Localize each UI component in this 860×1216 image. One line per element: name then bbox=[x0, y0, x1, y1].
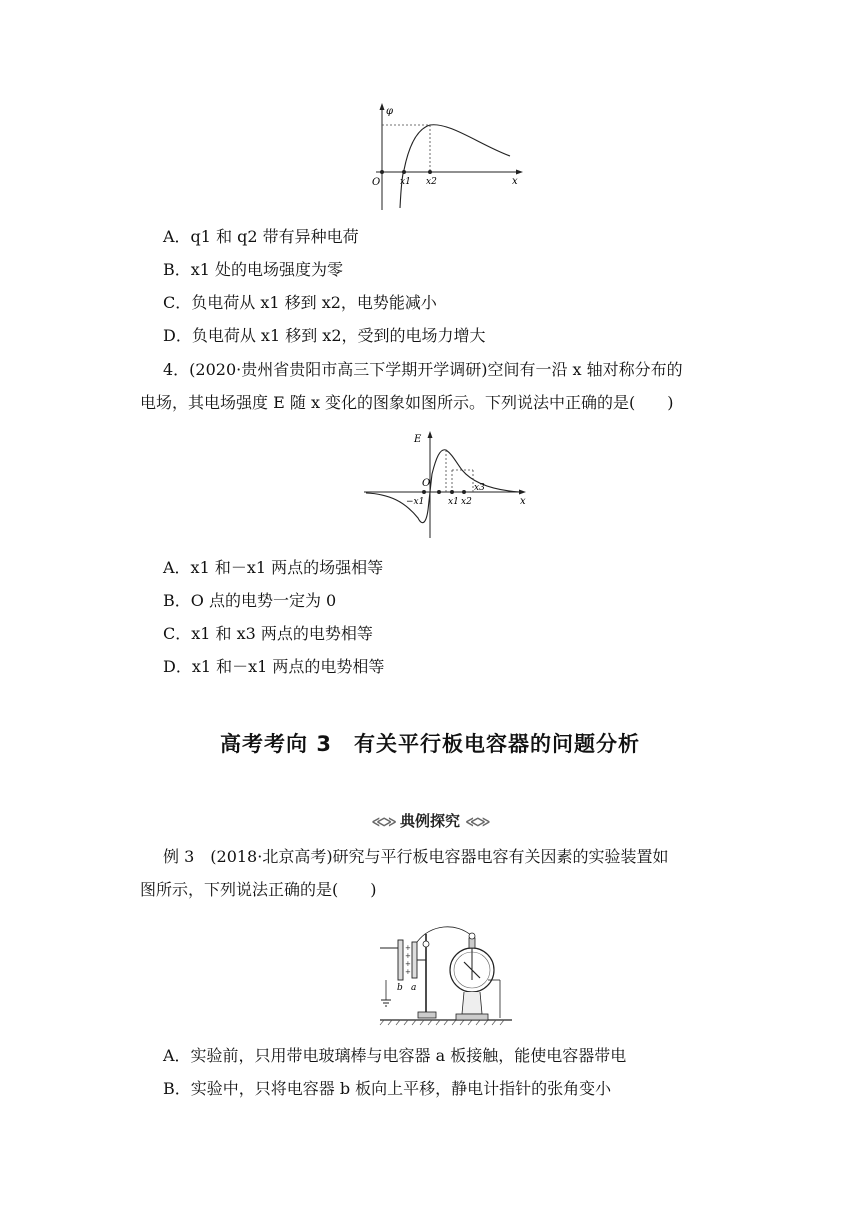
q4-option-d: D．x1 和－x1 两点的电势相等 bbox=[163, 657, 385, 676]
x1-label: x1 bbox=[448, 497, 459, 507]
x1-label: x1 bbox=[400, 177, 411, 187]
section-heading: 高考考向 3 有关平行板电容器的问题分析 bbox=[220, 732, 640, 756]
q4-option-c: C．x1 和 x3 两点的电势相等 bbox=[163, 624, 373, 643]
q3-option-d: D．负电荷从 x1 移到 x2，受到的电场力增大 bbox=[163, 326, 486, 345]
plate-a-label: a bbox=[411, 983, 417, 993]
field-strength-graph bbox=[360, 428, 532, 540]
badge-label: 典例探究 bbox=[399, 812, 460, 830]
origin-label: O bbox=[422, 478, 431, 489]
x3-label: x3 bbox=[474, 483, 485, 493]
ex3-option-b: B．实验中，只将电容器 b 板向上平移，静电计指针的张角变小 bbox=[163, 1079, 612, 1098]
x2-label: x2 bbox=[461, 497, 472, 507]
potential-graph bbox=[360, 100, 530, 212]
example3-stem-line2: 图所示，下列说法正确的是( ) bbox=[140, 880, 377, 899]
q4-option-b: B．O 点的电势一定为 0 bbox=[163, 591, 337, 610]
badge-right-decoration: ≪≫ bbox=[465, 815, 489, 830]
q3-option-b: B．x1 处的电场强度为零 bbox=[163, 260, 344, 279]
svg-text:+: + bbox=[405, 968, 411, 976]
q3-option-c: C．负电荷从 x1 移到 x2，电势能减小 bbox=[163, 293, 437, 312]
origin-label: O bbox=[372, 177, 381, 188]
svg-text:+: + bbox=[405, 952, 411, 960]
plate-b-label: b bbox=[397, 983, 403, 993]
section-badge bbox=[0, 810, 860, 831]
svg-text:+: + bbox=[405, 944, 411, 952]
q3-option-a: A．q1 和 q2 带有异种电荷 bbox=[163, 227, 359, 246]
axis-label-phi: φ bbox=[386, 106, 394, 117]
example3-stem-line1: 例 3 (2018·北京高考)研究与平行板电容器电容有关因素的实验装置如 bbox=[163, 847, 669, 866]
q4-stem-line2: 电场，其电场强度 E 随 x 变化的图象如图所示。下列说法中正确的是( ) bbox=[140, 393, 674, 412]
axis-label-e: E bbox=[414, 434, 422, 445]
axis-label-x: x bbox=[512, 176, 518, 187]
badge-left-decoration: ≪≫ bbox=[371, 815, 395, 830]
svg-text:+: + bbox=[405, 960, 411, 968]
capacitor-apparatus-figure bbox=[376, 922, 516, 1026]
ex3-option-a: A．实验前，只用带电玻璃棒与电容器 a 板接触，能使电容器带电 bbox=[163, 1046, 627, 1065]
q4-option-a: A．x1 和－x1 两点的场强相等 bbox=[163, 558, 384, 577]
axis-label-x: x bbox=[520, 496, 526, 507]
x2-label: x2 bbox=[426, 177, 437, 187]
q4-stem-line1: 4．(2020·贵州省贵阳市高三下学期开学调研)空间有一沿 x 轴对称分布的 bbox=[163, 360, 683, 379]
neg-x1-label: −x1 bbox=[406, 497, 425, 507]
